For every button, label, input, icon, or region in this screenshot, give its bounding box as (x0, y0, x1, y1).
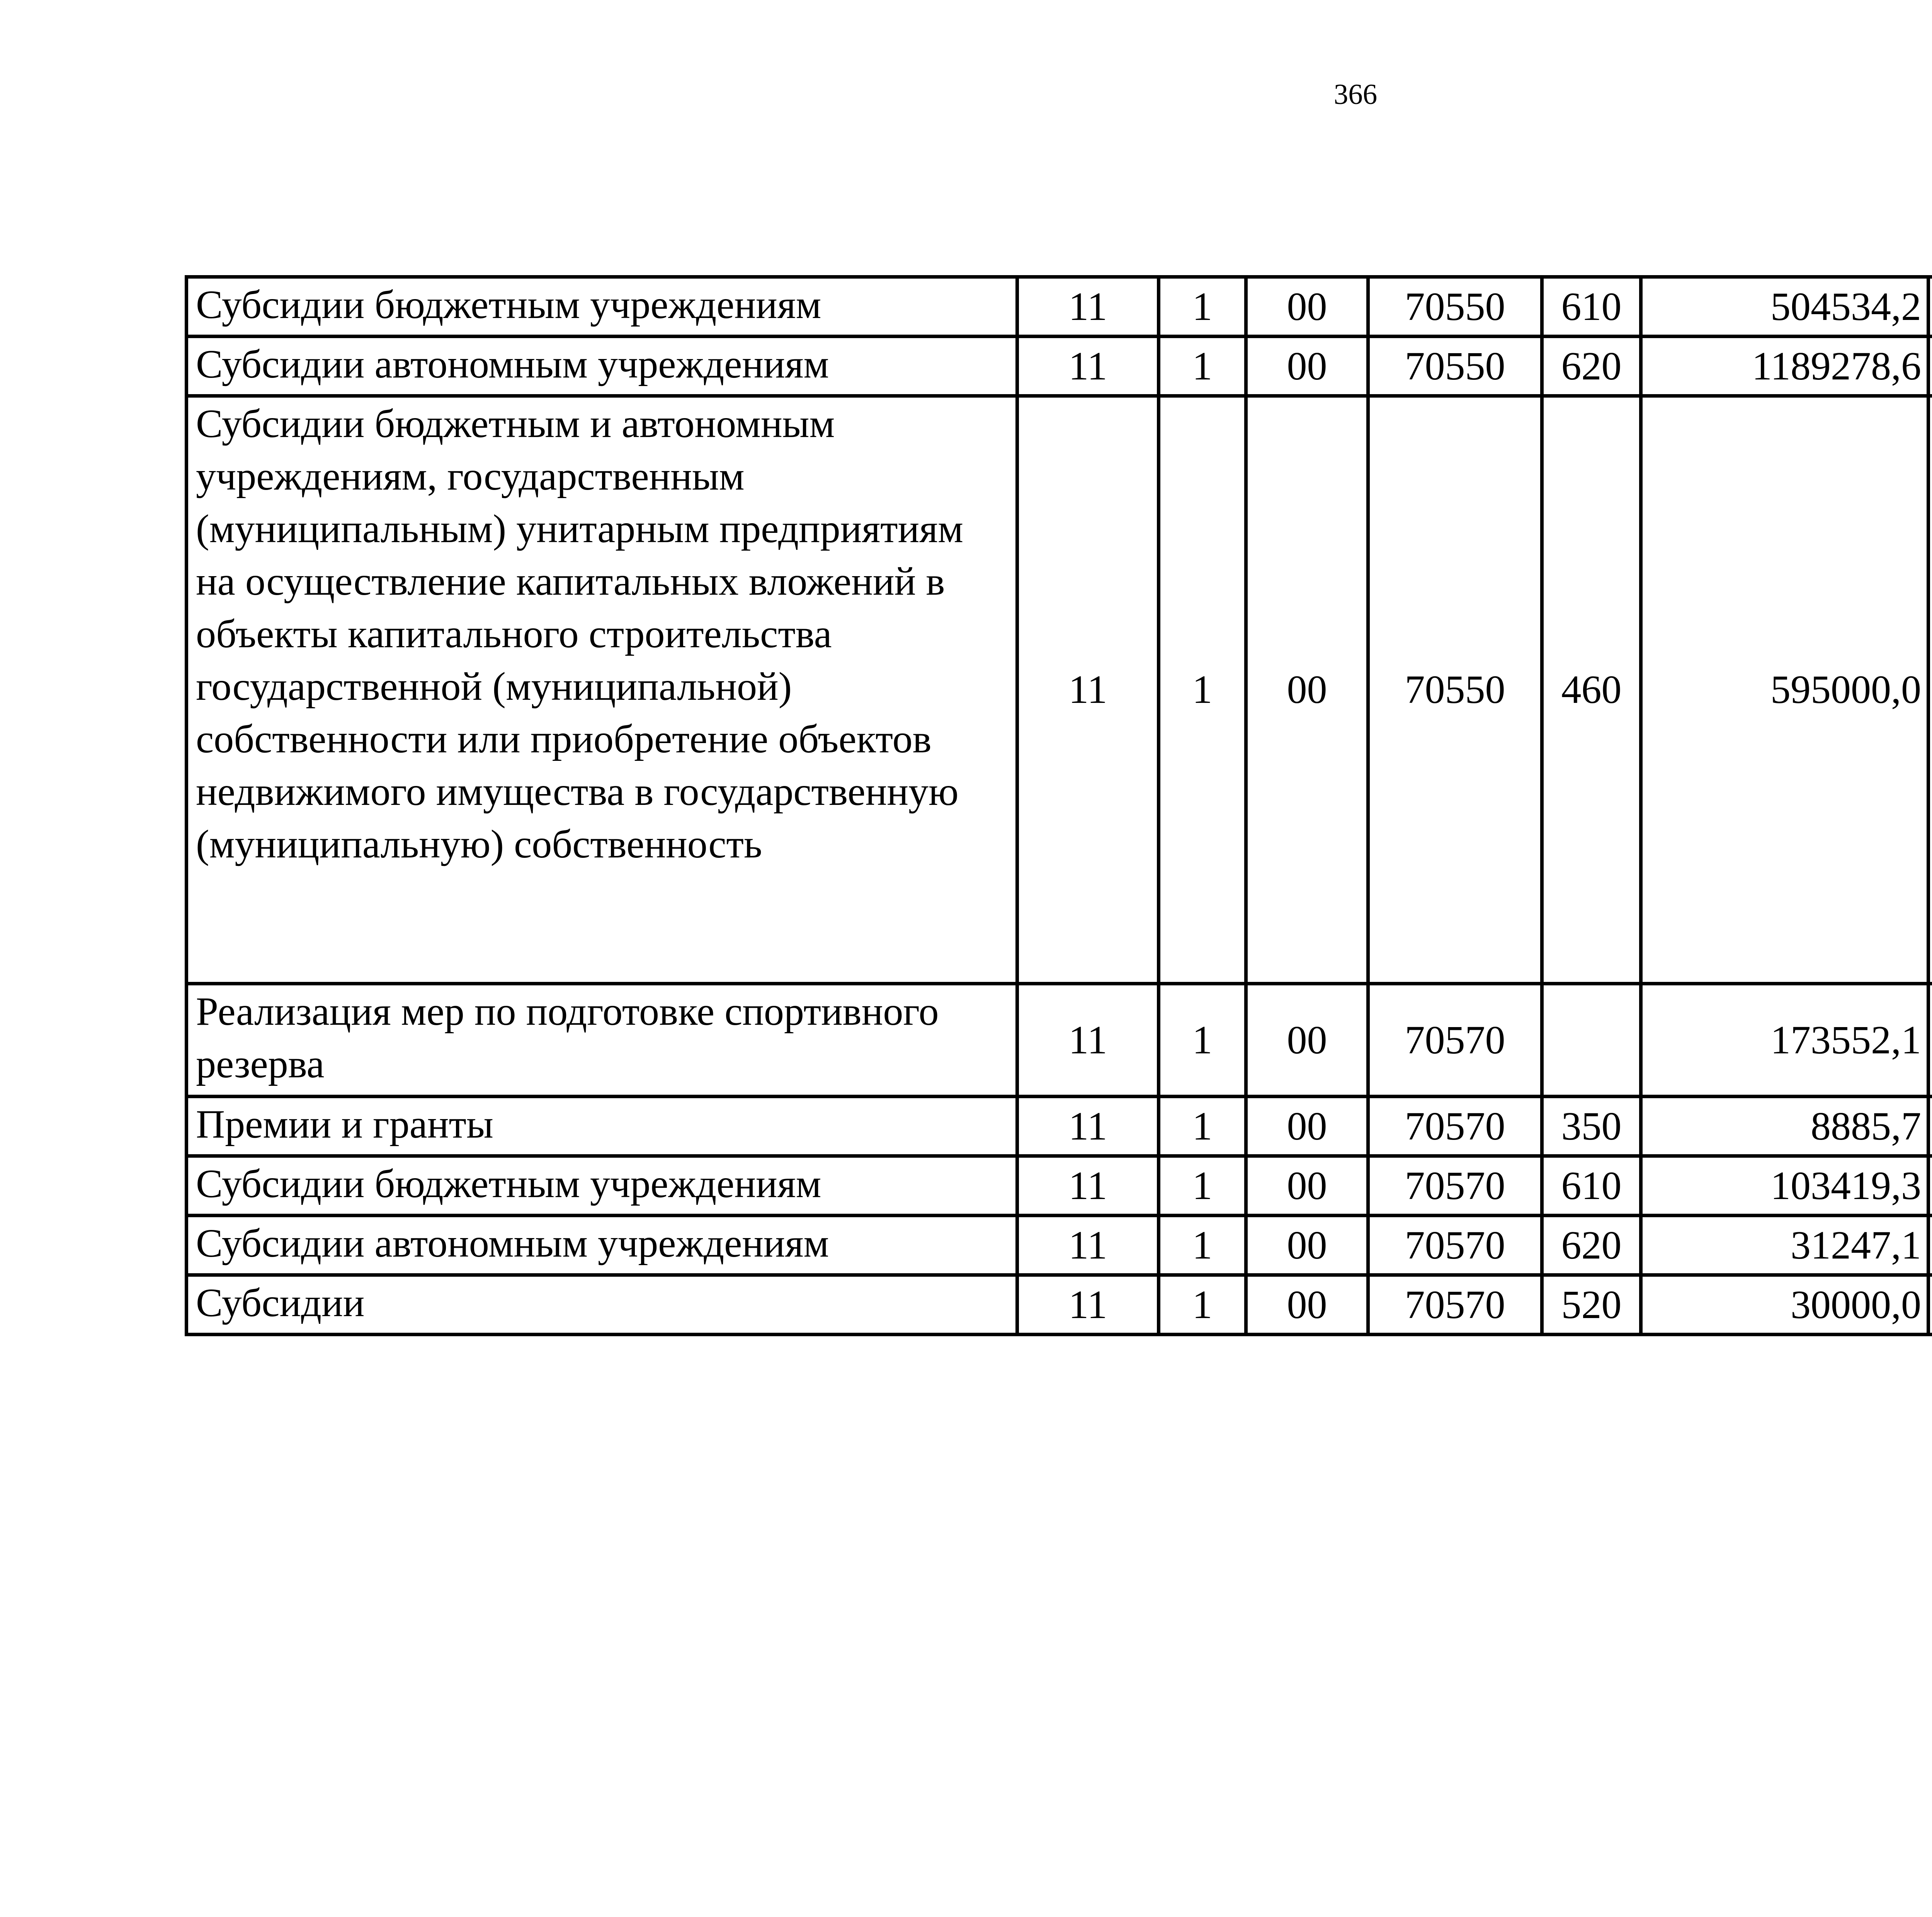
row-name: Субсидии бюджетным учреждениям (187, 1156, 1017, 1216)
budget-table (185, 275, 1932, 1336)
amount-year-2 (1929, 277, 1932, 337)
amount-year-1: 30000,0 (1641, 1275, 1929, 1335)
expense-type-code: 610 (1542, 277, 1641, 337)
table-row (187, 396, 1932, 984)
program-code: 1 (1159, 1275, 1246, 1335)
expense-type-code: 620 (1542, 1216, 1641, 1275)
amount-year-2 (1929, 1216, 1932, 1275)
amount-year-2 (1929, 1156, 1932, 1216)
row-name: Субсидии (187, 1275, 1017, 1335)
row-name: Субсидии автономным учреждениям (187, 1216, 1017, 1275)
section-code: 11 (1017, 1156, 1159, 1216)
subprogram-code: 00 (1246, 1156, 1368, 1216)
expense-code: 70570 (1368, 1097, 1542, 1156)
subprogram-code: 00 (1246, 1216, 1368, 1275)
row-name: Субсидии автономным учреждениям (187, 337, 1017, 396)
table-row (187, 277, 1932, 337)
program-code: 1 (1159, 396, 1246, 984)
expense-code: 70570 (1368, 1275, 1542, 1335)
subprogram-code: 00 (1246, 396, 1368, 984)
expense-type-code: 350 (1542, 1097, 1641, 1156)
section-code: 11 (1017, 337, 1159, 396)
section-code: 11 (1017, 1275, 1159, 1335)
subprogram-code: 00 (1246, 337, 1368, 396)
subprogram-code: 00 (1246, 1275, 1368, 1335)
amount-year-2 (1929, 984, 1932, 1097)
amount-year-1: 173552,1 (1641, 984, 1929, 1097)
expense-code: 70550 (1368, 396, 1542, 984)
expense-type-code (1542, 984, 1641, 1097)
expense-type-code: 460 (1542, 396, 1641, 984)
expense-code: 70570 (1368, 984, 1542, 1097)
program-code: 1 (1159, 1216, 1246, 1275)
section-code: 11 (1017, 277, 1159, 337)
amount-year-2 (1929, 1097, 1932, 1156)
amount-year-1: 8885,7 (1641, 1097, 1929, 1156)
amount-year-1: 31247,1 (1641, 1216, 1929, 1275)
table-row (187, 1216, 1932, 1275)
section-code: 11 (1017, 984, 1159, 1097)
expense-code: 70570 (1368, 1216, 1542, 1275)
subprogram-code: 00 (1246, 277, 1368, 337)
expense-type-code: 620 (1542, 337, 1641, 396)
subprogram-code: 00 (1246, 984, 1368, 1097)
expense-type-code: 610 (1542, 1156, 1641, 1216)
subprogram-code: 00 (1246, 1097, 1368, 1156)
page-number: 366 (1333, 78, 1378, 111)
amount-year-1: 103419,3 (1641, 1156, 1929, 1216)
expense-code: 70570 (1368, 1156, 1542, 1216)
table-row (187, 1097, 1932, 1156)
program-code: 1 (1159, 984, 1246, 1097)
program-code: 1 (1159, 277, 1246, 337)
amount-year-2 (1929, 1275, 1932, 1335)
table-row (187, 337, 1932, 396)
row-name: Субсидии бюджетным учреждениям (187, 277, 1017, 337)
row-name: Премии и гранты (187, 1097, 1017, 1156)
amount-year-2 (1929, 396, 1932, 984)
expense-code: 70550 (1368, 337, 1542, 396)
section-code: 11 (1017, 1097, 1159, 1156)
table-row (187, 1275, 1932, 1335)
program-code: 1 (1159, 1156, 1246, 1216)
section-code: 11 (1017, 396, 1159, 984)
row-name: Субсидии бюджетным и автономным учреждениям, государственным (муниципальным) унитарным предприятиям на осуществление капитальных вложений в объекты капитального строительства государственной (муниципальной) собственности или приобретение объектов недвижимого имущества в государственную (муниципальную) собственность (187, 396, 1017, 984)
program-code: 1 (1159, 337, 1246, 396)
amount-year-2 (1929, 337, 1932, 396)
section-code: 11 (1017, 1216, 1159, 1275)
expense-type-code: 520 (1542, 1275, 1641, 1335)
program-code: 1 (1159, 1097, 1246, 1156)
amount-year-1: 1189278,6 (1641, 337, 1929, 396)
table-row (187, 984, 1932, 1097)
amount-year-1: 504534,2 (1641, 277, 1929, 337)
row-name: Реализация мер по подготовке спортивного резерва (187, 984, 1017, 1097)
amount-year-1: 595000,0 (1641, 396, 1929, 984)
expense-code: 70550 (1368, 277, 1542, 337)
table-row (187, 1156, 1932, 1216)
